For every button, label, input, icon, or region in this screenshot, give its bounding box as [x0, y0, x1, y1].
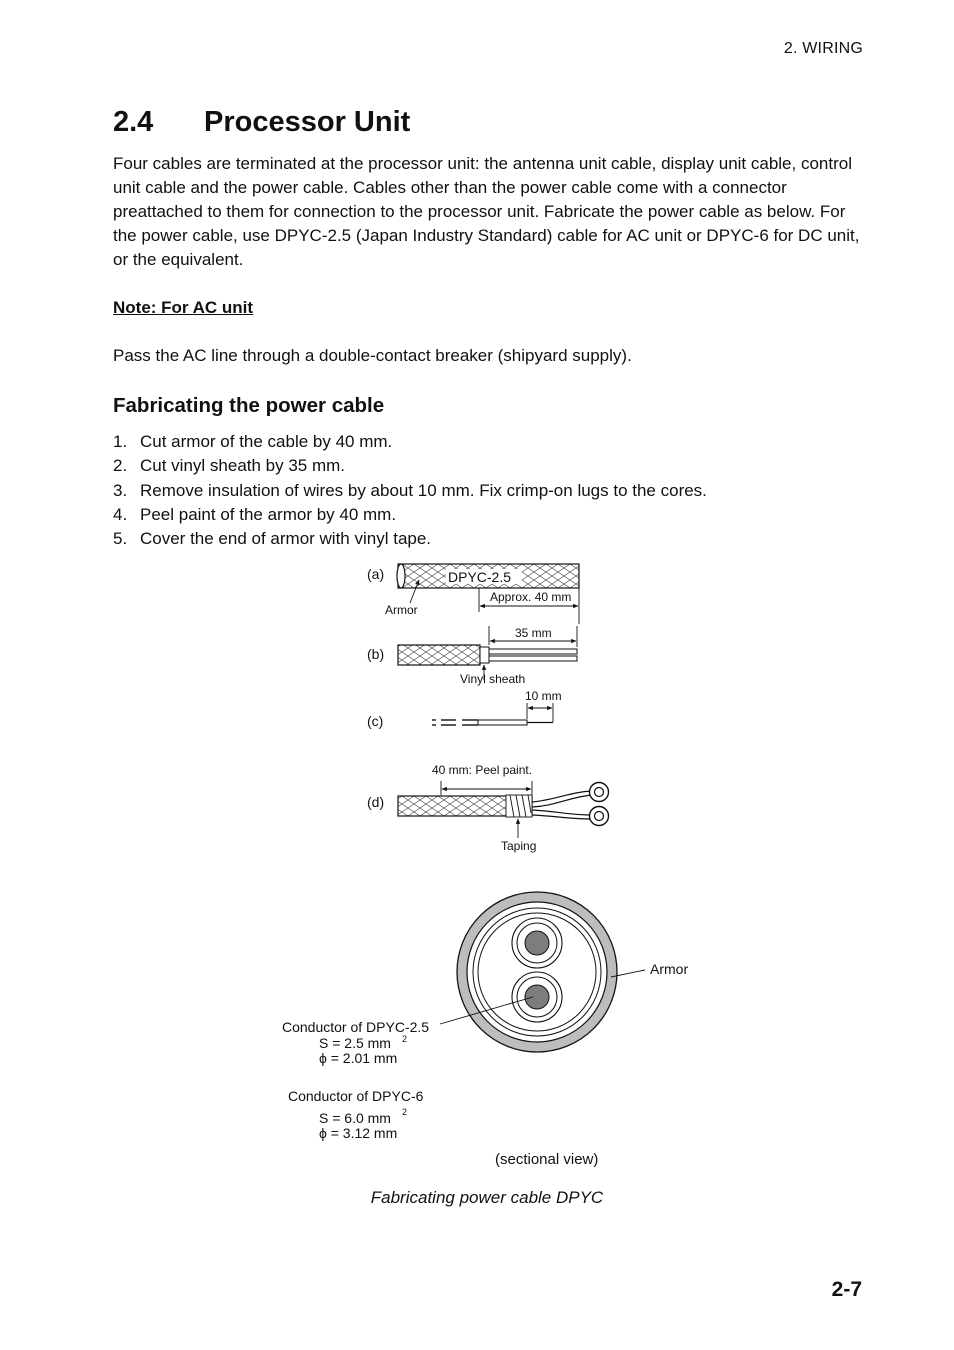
step-number: 4.	[113, 504, 128, 524]
step-number: 1.	[113, 432, 128, 451]
step-b-label: (b)	[367, 646, 385, 662]
cable-type-label: DPYC-2.5	[448, 569, 512, 585]
vinyl-sheath-label: Vinyl sheath	[460, 672, 526, 686]
conductor	[525, 931, 549, 955]
dpyc25-diameter: ϕ = 2.01 mm	[319, 1050, 398, 1066]
dpyc6-title: Conductor of DPYC-6	[288, 1088, 424, 1104]
note-title: Note: For AC unit	[113, 298, 254, 317]
figure-caption: Fabricating power cable DPYC	[370, 1188, 604, 1207]
dpyc6-area: S = 6.0 mm	[319, 1110, 391, 1126]
sectional-view	[282, 892, 688, 1168]
section-armor-label: Armor	[650, 961, 689, 977]
step-text: Peel paint of the armor by 40 mm.	[140, 504, 397, 524]
dpyc6-area-sup: 2	[402, 1107, 408, 1117]
dim-approx-40: Approx. 40 mm	[490, 590, 572, 604]
note-text: Pass the AC line through a double-contact breaker (shipyard supply).	[113, 346, 632, 365]
step-text: Cut armor of the cable by 40 mm.	[140, 432, 393, 451]
step-number: 3.	[113, 480, 128, 500]
step-c-label: (c)	[367, 713, 384, 729]
armor-label: Armor	[385, 603, 418, 617]
page-number: 2-7	[831, 1278, 862, 1301]
step-text: Cover the end of armor with vinyl tape.	[140, 529, 432, 549]
step-d-label: (d)	[367, 794, 385, 810]
step-c-drawing	[367, 689, 562, 729]
intro-paragraph: Four cables are terminated at the processor unit: the antenna unit cable, display unit cable, control unit cable and the power cable. Cables other than the power cable come with a connector preattached to them for connection to the processor unit. Fabricate the power cable as below. For the power cable, use DPYC-2.5 (Japan Industry Standard) cable for AC unit or DPYC-6 for DC unit, or the equivalent.	[113, 154, 860, 269]
step-a-label: (a)	[367, 566, 385, 582]
taping-label: Taping	[501, 839, 537, 853]
step-text: Cut vinyl sheath by 35 mm.	[140, 456, 346, 476]
peel-paint-label: 40 mm: Peel paint.	[432, 763, 533, 777]
dpyc25-area-sup: 2	[402, 1034, 408, 1044]
step-a-drawing	[367, 564, 579, 624]
step-d-drawing	[367, 763, 609, 853]
sectional-view-label: (sectional view)	[495, 1151, 599, 1168]
cable-end	[397, 564, 405, 588]
dpyc6-diameter: ϕ = 3.12 mm	[319, 1125, 398, 1141]
dpyc25-title: Conductor of DPYC-2.5	[282, 1019, 430, 1035]
dim-10: 10 mm	[525, 689, 562, 703]
dim-35: 35 mm	[515, 626, 552, 640]
step-number: 5.	[113, 529, 128, 549]
fabrication-heading: Fabricating the power cable	[113, 394, 385, 417]
dpyc25-area: S = 2.5 mm	[319, 1035, 391, 1051]
step-text: Remove insulation of wires by about 10 mm. Fix crimp-on lugs to the cores.	[140, 480, 707, 500]
section-number: 2.4	[113, 106, 154, 138]
vinyl-taping	[506, 795, 532, 817]
section-title: Processor Unit	[204, 106, 411, 138]
running-header: 2. WIRING	[783, 40, 863, 57]
conductor	[525, 985, 549, 1009]
step-b-drawing	[367, 626, 577, 686]
step-number: 2.	[113, 456, 128, 476]
